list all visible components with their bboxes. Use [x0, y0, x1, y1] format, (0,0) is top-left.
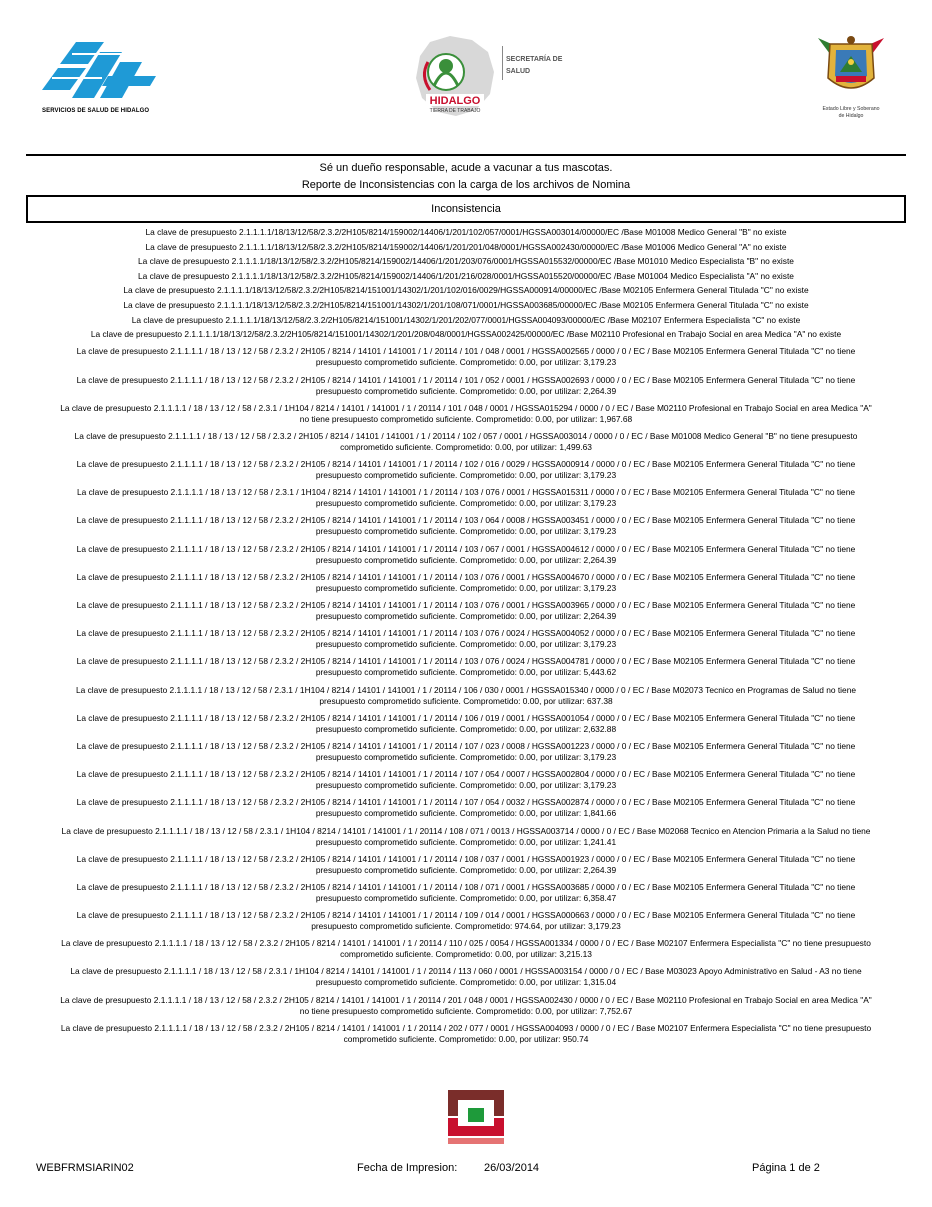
hidalgo-coat-of-arms [810, 32, 892, 142]
hidalgo-salud-logo [410, 32, 590, 124]
inconsistency-entry: La clave de presupuesto 2.1.1.1.1/18/13/12/58/2.3.2/2H105/8214/151001/14302/1/201/208/048/0001/HGSSA002425/00000/EC /Base M02110 Profesional en Trabajo Social en area Medica "A" no existe [90, 329, 842, 340]
hidalgo-brand-text: HIDALGO [429, 95, 481, 107]
inconsistency-entry: La clave de presupuesto 2.1.1.1.1 / 18 / 13 / 12 / 58 / 2.3.1 / 1H104 / 8214 / 14101 / 141001 / 1 / 20114 / 101 / 048 / 0001 / HGSSA015294 / 0000 / 0 / EC / Base M02110 Profesional en Trabajo Social en area Medica "A" no tiene presupuesto comprometido suficiente. Comprometido: 0.00, por utilizar: 1,967.68 [60, 402, 872, 424]
footer-mark [444, 1088, 508, 1148]
inconsistency-entry: La clave de presupuesto 2.1.1.1.1/18/13/12/58/2.3.2/2H105/8214/159002/14406/1/201/102/057/0001/HGSSA003014/00000/EC /Base M01008 Medico General "B" no existe [145, 227, 787, 237]
inconsistency-entry: La clave de presupuesto 2.1.1.1.1/18/13/12/58/2.3.2/2H105/8214/151001/14302/1/201/108/071/0001/HGSSA003685/00000/EC /Base M02105 Enfermera General Titulada "C" no existe [123, 299, 809, 310]
inconsistency-entry: La clave de presupuesto 2.1.1.1.1 / 18 / 13 / 12 / 58 / 2.3.2 / 2H105 / 8214 / 14101 / 141001 / 1 / 20114 / 102 / 057 / 0001 / HGSSA003014 / 0000 / 0 / EC / Base M01008 Medico General "B" no tiene presupuesto comprometido suficiente. Comprometido: 0.00, por utilizar: 1,499.63 [74, 430, 858, 452]
secretaria-label [506, 54, 562, 78]
coat-of-arms-caption [810, 106, 892, 120]
inconsistency-entry: La clave de presupuesto 2.1.1.1.1 / 18 / 13 / 12 / 58 / 2.3.2 / 2H105 / 8214 / 14101 / 141001 / 1 / 20114 / 102 / 016 / 0029 / HGSSA000914 / 0000 / 0 / EC / Base M02105 Enfermera General Titulada "C" no tiene presupuesto comprometido suficiente. Comprometido: 0.00, por utilizar: 3,179.23 [76, 459, 856, 481]
inconsistency-entry: La clave de presupuesto 2.1.1.1.1 / 18 / 13 / 12 / 58 / 2.3.2 / 2H105 / 8214 / 14101 / 141001 / 1 / 20114 / 107 / 054 / 0032 / HGSSA002874 / 0000 / 0 / EC / Base M02105 Enfermera General Titulada "C" no tiene presupuesto comprometido suficiente. Comprometido: 0.00, por utilizar: 1,841.66 [76, 797, 856, 819]
inconsistency-entry: La clave de presupuesto 2.1.1.1.1 / 18 / 13 / 12 / 58 / 2.3.2 / 2H105 / 8214 / 14101 / 141001 / 1 / 20114 / 103 / 076 / 0024 / HGSSA004052 / 0000 / 0 / EC / Base M02105 Enfermera General Titulada "C" no tiene presupuesto comprometido suficiente. Comprometido: 0.00, por utilizar: 3,179.23 [76, 628, 856, 650]
inconsistency-entry: La clave de presupuesto 2.1.1.1.1/18/13/12/58/2.3.2/2H105/8214/151001/14302/1/201/202/077/0001/HGSSA004093/00000/EC /Base M02107 Enfermera Especialista "C" no existe [131, 314, 801, 325]
inconsistency-column-header: Inconsistencia [26, 195, 906, 223]
logo-divider [502, 46, 503, 80]
page-number: Página 1 de 2 [752, 1162, 820, 1174]
inconsistency-entry: La clave de presupuesto 2.1.1.1.1 / 18 / 13 / 12 / 58 / 2.3.2 / 2H105 / 8214 / 14101 / 141001 / 1 / 20114 / 103 / 067 / 0001 / HGSSA004612 / 0000 / 0 / EC / Base M02105 Enfermera General Titulada "C" no tiene presupuesto comprometido suficiente. Comprometido: 0.00, por utilizar: 2,264.39 [76, 543, 856, 565]
hidalgo-state-emblem [410, 32, 500, 124]
inconsistency-entry: La clave de presupuesto 2.1.1.1.1 / 18 / 13 / 12 / 58 / 2.3.1 / 1H104 / 8214 / 14101 / 141001 / 1 / 20114 / 113 / 060 / 0001 / HGSSA003154 / 0000 / 0 / EC / Base M03023 Apoyo Administrativo en Salud - A3 no tiene presupuesto comprometido suficiente. Comprometido: 0.00, por utilizar: 1,315.04 [70, 966, 862, 988]
inconsistency-entry: La clave de presupuesto 2.1.1.1.1 / 18 / 13 / 12 / 58 / 2.3.2 / 2H105 / 8214 / 14101 / 141001 / 1 / 20114 / 110 / 025 / 0054 / HGSSA001334 / 0000 / 0 / EC / Base M02107 Enfermera Especialista "C" no tiene presupuesto comprometido suficiente. Comprometido: 0.00, por utilizar: 3,215.13 [61, 938, 871, 960]
vaccination-motto: Sé un dueño responsable, acude a vacunar a tus mascotas. [319, 162, 613, 174]
ssh-logo-mark [42, 40, 160, 106]
footer-mark-icon [444, 1088, 508, 1148]
report-code: WEBFRMSIARIN02 [36, 1162, 134, 1174]
print-date-label: Fecha de Impresion: [357, 1162, 458, 1174]
inconsistency-entry: La clave de presupuesto 2.1.1.1.1/18/13/12/58/2.3.2/2H105/8214/151001/14302/1/201/102/016/0029/HGSSA000914/00000/EC /Base M02105 Enfermera General Titulada "C" no existe [123, 285, 809, 296]
inconsistency-entry: La clave de presupuesto 2.1.1.1.1 / 18 / 13 / 12 / 58 / 2.3.2 / 2H105 / 8214 / 14101 / 141001 / 1 / 20114 / 101 / 048 / 0001 / HGSSA002565 / 0000 / 0 / EC / Base M02105 Enfermera General Titulada "C" no tiene presupuesto comprometido suficiente. Comprometido: 0.00, por utilizar: 3,179.23 [76, 346, 856, 368]
page-header [0, 0, 932, 150]
inconsistency-entry: La clave de presupuesto 2.1.1.1.1 / 18 / 13 / 12 / 58 / 2.3.2 / 2H105 / 8214 / 14101 / 141001 / 1 / 20114 / 103 / 076 / 0001 / HGSSA003965 / 0000 / 0 / EC / Base M02105 Enfermera General Titulada "C" no tiene presupuesto comprometido suficiente. Comprometido: 0.00, por utilizar: 2,264.39 [76, 600, 856, 622]
inconsistency-entry: La clave de presupuesto 2.1.1.1.1 / 18 / 13 / 12 / 58 / 2.3.2 / 2H105 / 8214 / 14101 / 141001 / 1 / 20114 / 202 / 077 / 0001 / HGSSA004093 / 0000 / 0 / EC / Base M02107 Enfermera Especialista "C" no tiene presupuesto comprometido suficiente. Comprometido: 0.00, por utilizar: 950.74 [60, 1022, 872, 1044]
inconsistency-entry: La clave de presupuesto 2.1.1.1.1 / 18 / 13 / 12 / 58 / 2.3.2 / 2H105 / 8214 / 14101 / 141001 / 1 / 20114 / 107 / 054 / 0007 / HGSSA002804 / 0000 / 0 / EC / Base M02105 Enfermera General Titulada "C" no tiene presupuesto comprometido suficiente. Comprometido: 0.00, por utilizar: 3,179.23 [76, 769, 856, 791]
inconsistency-entry: La clave de presupuesto 2.1.1.1.1 / 18 / 13 / 12 / 58 / 2.3.2 / 2H105 / 8214 / 14101 / 141001 / 1 / 20114 / 107 / 023 / 0008 / HGSSA001223 / 0000 / 0 / EC / Base M02105 Enfermera General Titulada "C" no tiene presupuesto comprometido suficiente. Comprometido: 0.00, por utilizar: 3,179.23 [76, 740, 856, 762]
inconsistency-entry: La clave de presupuesto 2.1.1.1.1 / 18 / 13 / 12 / 58 / 2.3.1 / 1H104 / 8214 / 14101 / 141001 / 1 / 20114 / 103 / 076 / 0001 / HGSSA015311 / 0000 / 0 / EC / Base M02105 Enfermera General Titulada "C" no tiene presupuesto comprometido suficiente. Comprometido: 0.00, por utilizar: 3,179.23 [76, 487, 856, 509]
caption-line-2: de Hidalgo [838, 113, 864, 119]
inconsistency-entry: La clave de presupuesto 2.1.1.1.1 / 18 / 13 / 12 / 58 / 2.3.2 / 2H105 / 8214 / 14101 / 141001 / 1 / 20114 / 103 / 076 / 0024 / HGSSA004781 / 0000 / 0 / EC / Base M02105 Enfermera General Titulada "C" no tiene presupuesto comprometido suficiente. Comprometido: 0.00, por utilizar: 5,443.62 [76, 656, 856, 678]
ssh-logo-caption: SERVICIOS DE SALUD DE HIDALGO [42, 108, 150, 114]
salud-line: SALUD [506, 68, 531, 75]
report-title: Reporte de Inconsistencias con la carga de los archivos de Nomina [301, 179, 631, 191]
inconsistency-entry: La clave de presupuesto 2.1.1.1.1 / 18 / 13 / 12 / 58 / 2.3.1 / 1H104 / 8214 / 14101 / 141001 / 1 / 20114 / 106 / 030 / 0001 / HGSSA015340 / 0000 / 0 / EC / Base M02073 Tecnico en Programas de Salud no tiene presupuesto comprometido suficiente. Comprometido: 0.00, por utilizar: 637.38 [75, 684, 857, 706]
inconsistency-list [60, 227, 872, 1051]
inconsistency-entry: La clave de presupuesto 2.1.1.1.1/18/13/12/58/2.3.2/2H105/8214/159002/14406/1/201/203/076/0001/HGSSA015532/00000/EC /Base M01010 Medico Especialista "B" no existe [138, 256, 794, 267]
inconsistency-entry: La clave de presupuesto 2.1.1.1.1 / 18 / 13 / 12 / 58 / 2.3.2 / 2H105 / 8214 / 14101 / 141001 / 1 / 20114 / 109 / 014 / 0001 / HGSSA000663 / 0000 / 0 / EC / Base M02105 Enfermera General Titulada "C" no tiene presupuesto comprometido suficiente. Comprometido: 974.64, por utilizar: 3,179.23 [76, 910, 856, 932]
inconsistency-entry: La clave de presupuesto 2.1.1.1.1/18/13/12/58/2.3.2/2H105/8214/159002/14406/1/201/201/048/0001/HGSSA002430/00000/EC /Base M01006 Medico General "A" no existe [145, 241, 787, 252]
coat-of-arms-icon [810, 32, 892, 104]
ssh-logo [42, 40, 160, 120]
inconsistency-entry: La clave de presupuesto 2.1.1.1.1 / 18 / 13 / 12 / 58 / 2.3.2 / 2H105 / 8214 / 14101 / 141001 / 1 / 20114 / 201 / 048 / 0001 / HGSSA002430 / 0000 / 0 / EC / Base M02110 Profesional en Trabajo Social en area Medica "A" no tiene presupuesto comprometido suficiente. Comprometido: 0.00, por utilizar: 7,752.67 [60, 994, 872, 1016]
inconsistency-entry: La clave de presupuesto 2.1.1.1.1 / 18 / 13 / 12 / 58 / 2.3.2 / 2H105 / 8214 / 14101 / 141001 / 1 / 20114 / 108 / 071 / 0001 / HGSSA003685 / 0000 / 0 / EC / Base M02105 Enfermera General Titulada "C" no tiene presupuesto comprometido suficiente. Comprometido: 0.00, por utilizar: 6,358.47 [76, 881, 856, 903]
caption-line-1: Estado Libre y Soberano [822, 106, 880, 112]
inconsistency-entry: La clave de presupuesto 2.1.1.1.1 / 18 / 13 / 12 / 58 / 2.3.2 / 2H105 / 8214 / 14101 / 141001 / 1 / 20114 / 108 / 037 / 0001 / HGSSA001923 / 0000 / 0 / EC / Base M02105 Enfermera General Titulada "C" no tiene presupuesto comprometido suficiente. Comprometido: 0.00, por utilizar: 2,264.39 [76, 853, 856, 875]
inconsistency-entry: La clave de presupuesto 2.1.1.1.1 / 18 / 13 / 12 / 58 / 2.3.2 / 2H105 / 8214 / 14101 / 141001 / 1 / 20114 / 101 / 052 / 0001 / HGSSA002693 / 0000 / 0 / EC / Base M02105 Enfermera General Titulada "C" no tiene presupuesto comprometido suficiente. Comprometido: 0.00, por utilizar: 2,264.39 [76, 374, 856, 396]
inconsistency-entry: La clave de presupuesto 2.1.1.1.1 / 18 / 13 / 12 / 58 / 2.3.2 / 2H105 / 8214 / 14101 / 141001 / 1 / 20114 / 106 / 019 / 0001 / HGSSA001054 / 0000 / 0 / EC / Base M02105 Enfermera General Titulada "C" no tiene presupuesto comprometido suficiente. Comprometido: 0.00, por utilizar: 2,632.88 [76, 712, 856, 734]
inconsistency-entry: La clave de presupuesto 2.1.1.1.1 / 18 / 13 / 12 / 58 / 2.3.1 / 1H104 / 8214 / 14101 / 141001 / 1 / 20114 / 108 / 071 / 0013 / HGSSA003714 / 0000 / 0 / EC / Base M02068 Tecnico en Atencion Primaria a la Salud no tiene presupuesto comprometido suficiente. Comprometido: 0.00, por utilizar: 1,241.41 [61, 825, 871, 847]
inconsistency-entry: La clave de presupuesto 2.1.1.1.1 / 18 / 13 / 12 / 58 / 2.3.2 / 2H105 / 8214 / 14101 / 141001 / 1 / 20114 / 103 / 064 / 0008 / HGSSA003451 / 0000 / 0 / EC / Base M02105 Enfermera General Titulada "C" no tiene presupuesto comprometido suficiente. Comprometido: 0.00, por utilizar: 3,179.23 [76, 515, 856, 537]
secretaria-line: SECRETARÍA DE [506, 56, 563, 63]
inconsistency-entry: La clave de presupuesto 2.1.1.1.1 / 18 / 13 / 12 / 58 / 2.3.2 / 2H105 / 8214 / 14101 / 141001 / 1 / 20114 / 103 / 076 / 0001 / HGSSA004670 / 0000 / 0 / EC / Base M02105 Enfermera General Titulada "C" no tiene presupuesto comprometido suficiente. Comprometido: 0.00, por utilizar: 3,179.23 [76, 571, 856, 593]
header-divider [26, 154, 906, 156]
inconsistency-entry: La clave de presupuesto 2.1.1.1.1/18/13/12/58/2.3.2/2H105/8214/159002/14406/1/201/216/028/0001/HGSSA015520/00000/EC /Base M01004 Medico Especialista "A" no existe [138, 270, 794, 281]
print-date: 26/03/2014 [484, 1162, 540, 1174]
hidalgo-tagline: TIERRA DE TRABAJO [429, 108, 481, 114]
